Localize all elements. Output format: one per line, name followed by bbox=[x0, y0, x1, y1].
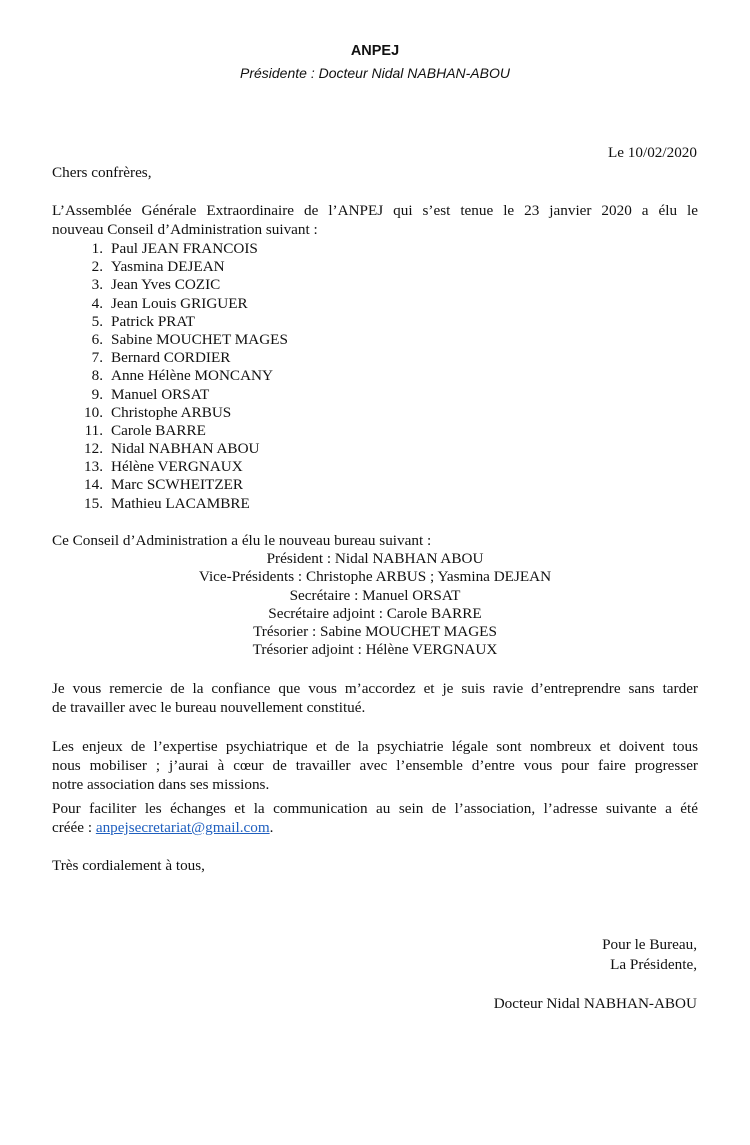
email-intro-line: Pour faciliter les échanges et la communication au sein de l’association, l’adresse suivante a été bbox=[52, 800, 698, 817]
bureau-deputy-treasurer: Trésorier adjoint : Hélène VERGNAUX bbox=[252, 641, 498, 658]
greeting: Chers confrères, bbox=[52, 164, 152, 181]
thanks-line-2: de travailler avec le bureau nouvellement constitué. bbox=[52, 699, 366, 716]
bureau-deputy-secretary: Secrétaire adjoint : Carole BARRE bbox=[268, 605, 482, 622]
email-line: créée : anpejsecretariat@gmail.com. bbox=[52, 819, 274, 836]
bureau-president: Président : Nidal NABHAN ABOU bbox=[266, 550, 484, 567]
list-item: 3. Jean Yves COZIC bbox=[91, 276, 221, 294]
signature-bureau: Pour le Bureau, bbox=[602, 936, 697, 953]
email-link[interactable]: anpejsecretariat@gmail.com bbox=[95, 819, 270, 836]
closing-salutation: Très cordialement à tous, bbox=[52, 857, 205, 874]
intro-line-1: L’Assemblée Générale Extraordinaire de l’ANPEJ qui s’est tenue le 23 janvier 2020 a élu le bbox=[52, 202, 698, 219]
intro-line-2: nouveau Conseil d’Administration suivant : bbox=[52, 221, 318, 238]
list-item: 15. Mathieu LACAMBRE bbox=[84, 494, 250, 512]
list-item: 7. Bernard CORDIER bbox=[91, 349, 231, 367]
list-item: 1. Paul JEAN FRANCOIS bbox=[91, 240, 258, 257]
letter-date: Le 10/02/2020 bbox=[607, 144, 697, 161]
bureau-treasurer: Trésorier : Sabine MOUCHET MAGES bbox=[253, 623, 497, 640]
list-item: 2. Yasmina DEJEAN bbox=[91, 258, 225, 276]
list-item: 13. Hélène VERGNAUX bbox=[84, 458, 243, 476]
list-item: 5. Patrick PRAT bbox=[91, 312, 195, 330]
signature-role: La Présidente, bbox=[610, 956, 697, 973]
stakes-line-2: nous mobiliser ; j’aurai à cœur de travailler avec l’ensemble d’entre vous pour faire progresser bbox=[52, 757, 698, 774]
list-item: 8. Anne Hélène MONCANY bbox=[91, 367, 273, 385]
list-item: 12. Nidal NABHAN ABOU bbox=[84, 440, 260, 458]
bureau-intro: Ce Conseil d’Administration a élu le nouveau bureau suivant : bbox=[52, 532, 432, 549]
stakes-line-1: Les enjeux de l’expertise psychiatrique et de la psychiatrie légale sont nombreux et doivent tous bbox=[52, 738, 698, 755]
list-item: 9. Manuel ORSAT bbox=[91, 385, 210, 403]
bureau-vice-presidents: Vice-Présidents : Christophe ARBUS ; Yasmina DEJEAN bbox=[198, 568, 552, 585]
list-item: 11. Carole BARRE bbox=[84, 421, 206, 439]
list-item: 10. Christophe ARBUS bbox=[84, 403, 232, 421]
organization-title: ANPEJ bbox=[350, 43, 400, 59]
list-item: 14. Marc SCWHEITZER bbox=[84, 476, 244, 494]
list-item: 4. Jean Louis GRIGUER bbox=[91, 294, 248, 312]
signature-name: Docteur Nidal NABHAN-ABOU bbox=[493, 995, 697, 1012]
thanks-line-1: Je vous remercie de la confiance que vous m’accordez et je suis ravie d’entreprendre sans tarder bbox=[52, 680, 698, 697]
board-members-list bbox=[52, 240, 288, 513]
president-subtitle: Présidente : Docteur Nidal NABHAN-ABOU bbox=[240, 65, 510, 81]
stakes-line-3: notre association dans ses missions. bbox=[52, 776, 270, 793]
bureau-secretary: Secrétaire : Manuel ORSAT bbox=[289, 587, 461, 604]
list-item: 6. Sabine MOUCHET MAGES bbox=[91, 330, 288, 348]
